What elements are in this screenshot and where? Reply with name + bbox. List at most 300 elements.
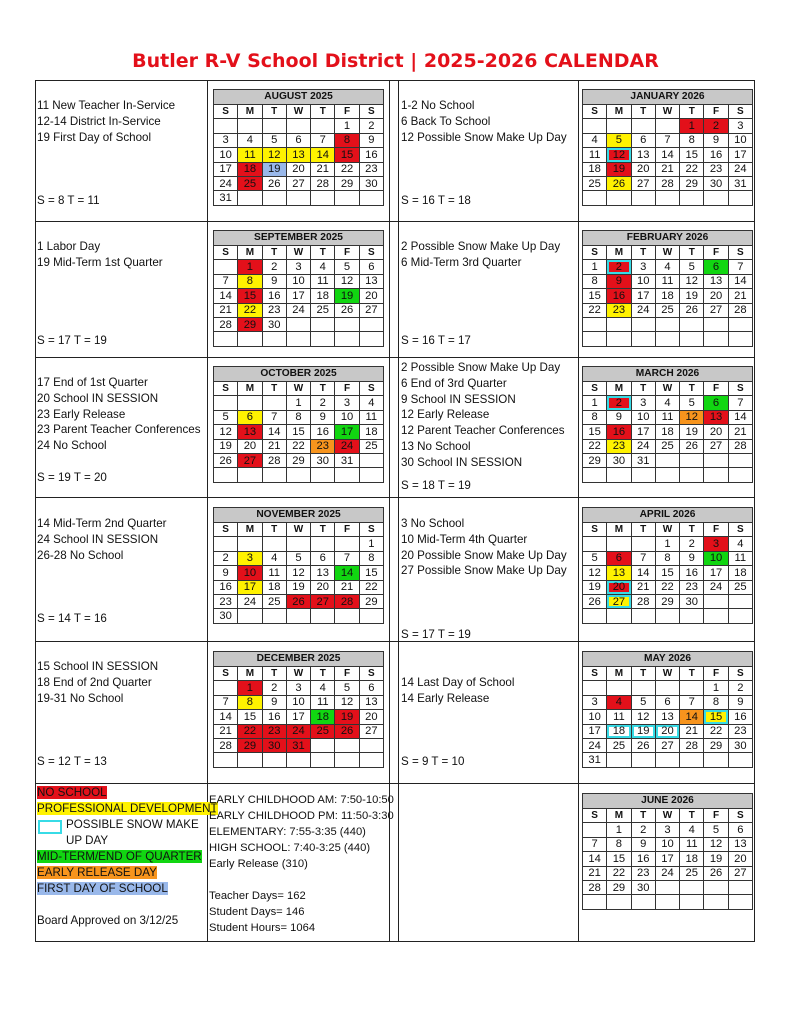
empty-cell bbox=[311, 609, 335, 623]
day-cell: 18 bbox=[655, 289, 679, 303]
day-cell: 23 bbox=[262, 724, 286, 738]
day-cell: 16 bbox=[607, 425, 631, 439]
month-header: JUNE 2026 bbox=[583, 794, 753, 809]
weekday-header: F bbox=[335, 667, 359, 681]
empty-cell bbox=[704, 453, 728, 467]
day-cell: 22 bbox=[704, 724, 728, 738]
day-cell: 14 bbox=[728, 274, 752, 288]
day-cell: 2 bbox=[262, 260, 286, 274]
note-line: 26-28 No School bbox=[37, 548, 124, 562]
day-cell: 25 bbox=[262, 594, 286, 608]
note-line: 19-31 No School bbox=[37, 691, 124, 705]
note-line: 12-14 District In-Service bbox=[37, 114, 161, 128]
day-cell: 7 bbox=[214, 695, 238, 709]
day-cell: 23 bbox=[607, 439, 631, 453]
legend-midterm: MID-TERM/END OF QUARTER bbox=[37, 850, 202, 863]
empty-cell bbox=[680, 895, 704, 909]
empty-cell bbox=[238, 119, 262, 133]
empty-cell bbox=[311, 332, 335, 346]
empty-cell bbox=[583, 609, 607, 623]
weekday-header: F bbox=[704, 667, 728, 681]
day-cell: 24 bbox=[286, 724, 310, 738]
day-cell: 27 bbox=[607, 594, 631, 608]
day-cell: 4 bbox=[728, 537, 752, 551]
day-cell: 28 bbox=[335, 594, 359, 608]
empty-cell bbox=[631, 468, 655, 482]
empty-cell bbox=[728, 317, 752, 331]
day-cell: 6 bbox=[286, 133, 310, 147]
empty-cell bbox=[607, 681, 631, 695]
weekday-header: T bbox=[631, 246, 655, 260]
day-cell: 8 bbox=[583, 410, 607, 424]
weekday-header: T bbox=[631, 667, 655, 681]
teacher-days: Teacher Days= 162 bbox=[209, 890, 306, 902]
empty-cell bbox=[655, 880, 679, 894]
note-line: 19 Mid-Term 1st Quarter bbox=[37, 255, 163, 269]
empty-cell bbox=[631, 332, 655, 346]
day-cell: 3 bbox=[214, 133, 238, 147]
empty-cell bbox=[335, 537, 359, 551]
weekday-header: T bbox=[262, 382, 286, 396]
day-cell: 14 bbox=[728, 410, 752, 424]
note-line: 19 First Day of School bbox=[37, 130, 152, 144]
day-cell: 20 bbox=[311, 580, 335, 594]
day-cell: 28 bbox=[631, 594, 655, 608]
empty-cell bbox=[607, 895, 631, 909]
row-divider bbox=[35, 221, 755, 222]
month-header: MAY 2026 bbox=[583, 652, 753, 667]
day-cell: 21 bbox=[728, 289, 752, 303]
day-cell: 12 bbox=[680, 410, 704, 424]
day-cell: 15 bbox=[704, 710, 728, 724]
day-cell: 3 bbox=[286, 260, 310, 274]
empty-cell bbox=[311, 468, 335, 482]
day-cell: 21 bbox=[262, 439, 286, 453]
day-cell: 21 bbox=[583, 866, 607, 880]
empty-cell bbox=[359, 738, 383, 752]
day-cell: 25 bbox=[311, 303, 335, 317]
day-cell: 27 bbox=[631, 176, 655, 190]
day-cell: 22 bbox=[607, 866, 631, 880]
empty-cell bbox=[214, 119, 238, 133]
day-cell: 6 bbox=[311, 551, 335, 565]
empty-cell bbox=[607, 191, 631, 205]
day-cell: 3 bbox=[583, 695, 607, 709]
day-cell: 9 bbox=[631, 837, 655, 851]
mini-calendar bbox=[213, 366, 384, 483]
weekday-header: T bbox=[262, 105, 286, 119]
day-cell: 19 bbox=[680, 289, 704, 303]
day-cell: 23 bbox=[311, 439, 335, 453]
empty-cell bbox=[704, 880, 728, 894]
day-cell: 16 bbox=[607, 289, 631, 303]
day-cell: 29 bbox=[704, 738, 728, 752]
day-counts: S = 16 T = 17 bbox=[401, 334, 471, 347]
day-cell: 19 bbox=[704, 852, 728, 866]
day-cell: 23 bbox=[607, 303, 631, 317]
legend-snow-makeup: POSSIBLE SNOW MAKE bbox=[66, 818, 199, 831]
empty-cell bbox=[214, 260, 238, 274]
early-childhood-pm: EARLY CHILDHOOD PM: 11:50-3:30 bbox=[209, 810, 394, 822]
day-cell: 31 bbox=[583, 753, 607, 767]
day-cell: 12 bbox=[680, 274, 704, 288]
note-line: 9 School IN SESSION bbox=[401, 392, 516, 406]
col-divider bbox=[398, 80, 399, 942]
empty-cell bbox=[262, 468, 286, 482]
day-cell: 11 bbox=[311, 695, 335, 709]
month-notes bbox=[401, 360, 565, 471]
day-cell: 16 bbox=[359, 148, 383, 162]
day-cell: 13 bbox=[655, 710, 679, 724]
month-notes bbox=[401, 98, 567, 145]
day-cell: 7 bbox=[655, 133, 679, 147]
legend-snow-makeup-cont: UP DAY bbox=[66, 834, 109, 847]
day-cell: 7 bbox=[728, 396, 752, 410]
day-cell: 18 bbox=[655, 425, 679, 439]
empty-cell bbox=[214, 681, 238, 695]
empty-cell bbox=[262, 191, 286, 205]
empty-cell bbox=[680, 609, 704, 623]
empty-cell bbox=[583, 681, 607, 695]
day-cell: 17 bbox=[704, 566, 728, 580]
day-cell: 7 bbox=[631, 551, 655, 565]
day-cell: 13 bbox=[238, 425, 262, 439]
day-cell: 29 bbox=[238, 738, 262, 752]
day-cell: 28 bbox=[680, 738, 704, 752]
month-header: JANUARY 2026 bbox=[583, 90, 753, 105]
day-cell: 10 bbox=[286, 274, 310, 288]
weekday-header: S bbox=[359, 667, 383, 681]
weekday-header: M bbox=[607, 667, 631, 681]
day-cell: 29 bbox=[238, 317, 262, 331]
weekday-header: F bbox=[704, 809, 728, 823]
day-cell: 29 bbox=[359, 594, 383, 608]
weekday-header: T bbox=[262, 667, 286, 681]
day-cell: 27 bbox=[286, 176, 310, 190]
row-divider bbox=[35, 357, 755, 358]
empty-cell bbox=[607, 468, 631, 482]
day-cell: 14 bbox=[680, 710, 704, 724]
day-cell: 1 bbox=[583, 396, 607, 410]
day-cell: 21 bbox=[214, 724, 238, 738]
legend-professional-development: PROFESSIONAL DEVELOPMENT bbox=[37, 802, 218, 815]
day-cell: 8 bbox=[286, 410, 310, 424]
empty-cell bbox=[214, 332, 238, 346]
day-cell: 20 bbox=[704, 425, 728, 439]
empty-cell bbox=[680, 753, 704, 767]
note-line: 24 No School bbox=[37, 439, 107, 453]
empty-cell bbox=[704, 895, 728, 909]
day-cell: 4 bbox=[262, 551, 286, 565]
weekday-header: W bbox=[286, 382, 310, 396]
day-cell: 17 bbox=[631, 425, 655, 439]
note-line: 2 Possible Snow Make Up Day bbox=[401, 240, 561, 253]
empty-cell bbox=[311, 537, 335, 551]
day-cell: 28 bbox=[214, 738, 238, 752]
day-cell: 10 bbox=[214, 148, 238, 162]
day-cell: 1 bbox=[655, 537, 679, 551]
day-cell: 26 bbox=[214, 453, 238, 467]
day-cell: 1 bbox=[286, 396, 310, 410]
weekday-header: M bbox=[607, 809, 631, 823]
day-cell: 8 bbox=[655, 551, 679, 565]
day-cell: 18 bbox=[680, 852, 704, 866]
empty-cell bbox=[335, 609, 359, 623]
day-cell: 13 bbox=[704, 274, 728, 288]
day-cell: 22 bbox=[583, 439, 607, 453]
day-cell: 7 bbox=[680, 695, 704, 709]
day-cell: 9 bbox=[728, 695, 752, 709]
day-cell: 24 bbox=[214, 176, 238, 190]
day-cell: 4 bbox=[607, 695, 631, 709]
empty-cell bbox=[238, 332, 262, 346]
day-cell: 12 bbox=[631, 710, 655, 724]
month-header: MARCH 2026 bbox=[583, 367, 753, 382]
empty-cell bbox=[704, 191, 728, 205]
day-cell: 9 bbox=[214, 566, 238, 580]
month-header: FEBRUARY 2026 bbox=[583, 231, 753, 246]
note-line: 17 End of 1st Quarter bbox=[37, 376, 148, 389]
day-cell: 6 bbox=[607, 551, 631, 565]
day-counts: S = 17 T = 19 bbox=[37, 334, 107, 347]
day-cell: 11 bbox=[680, 837, 704, 851]
day-cell: 9 bbox=[311, 410, 335, 424]
day-cell: 26 bbox=[680, 303, 704, 317]
day-cell: 10 bbox=[238, 566, 262, 580]
empty-cell bbox=[262, 537, 286, 551]
empty-cell bbox=[311, 191, 335, 205]
day-cell: 20 bbox=[728, 852, 752, 866]
day-cell: 1 bbox=[238, 260, 262, 274]
day-cell: 9 bbox=[262, 695, 286, 709]
empty-cell bbox=[631, 317, 655, 331]
empty-cell bbox=[214, 537, 238, 551]
month-notes bbox=[37, 98, 175, 145]
day-cell: 21 bbox=[728, 425, 752, 439]
day-cell: 18 bbox=[311, 710, 335, 724]
day-cell: 24 bbox=[238, 594, 262, 608]
empty-cell bbox=[286, 317, 310, 331]
empty-cell bbox=[655, 191, 679, 205]
day-cell: 22 bbox=[359, 580, 383, 594]
empty-cell bbox=[631, 895, 655, 909]
day-cell: 18 bbox=[583, 162, 607, 176]
day-cell: 8 bbox=[335, 133, 359, 147]
day-cell: 17 bbox=[286, 289, 310, 303]
elementary-hours: ELEMENTARY: 7:55-3:35 (440) bbox=[209, 826, 366, 838]
note-line: 1-2 No School bbox=[401, 99, 475, 112]
day-counts: S = 19 T = 20 bbox=[37, 471, 107, 484]
empty-cell bbox=[607, 332, 631, 346]
day-cell: 2 bbox=[680, 537, 704, 551]
day-cell: 22 bbox=[286, 439, 310, 453]
month-notes bbox=[37, 239, 163, 271]
empty-cell bbox=[311, 119, 335, 133]
day-cell: 26 bbox=[286, 594, 310, 608]
day-cell: 13 bbox=[311, 566, 335, 580]
day-cell: 29 bbox=[607, 880, 631, 894]
day-cell: 16 bbox=[704, 148, 728, 162]
day-cell: 20 bbox=[359, 289, 383, 303]
weekday-header: M bbox=[238, 105, 262, 119]
note-line: 20 School IN SESSION bbox=[37, 391, 159, 405]
day-cell: 23 bbox=[631, 866, 655, 880]
high-school-hours: HIGH SCHOOL: 7:40-3:25 (440) bbox=[209, 842, 371, 854]
note-line: 13 No School bbox=[401, 439, 471, 453]
weekday-header: T bbox=[311, 667, 335, 681]
weekday-header: T bbox=[631, 809, 655, 823]
day-cell: 24 bbox=[704, 580, 728, 594]
weekday-header: S bbox=[728, 523, 752, 537]
day-cell: 2 bbox=[607, 260, 631, 274]
day-cell: 22 bbox=[238, 724, 262, 738]
empty-cell bbox=[728, 880, 752, 894]
empty-cell bbox=[262, 332, 286, 346]
day-cell: 5 bbox=[214, 410, 238, 424]
day-cell: 21 bbox=[631, 580, 655, 594]
empty-cell bbox=[607, 753, 631, 767]
empty-cell bbox=[583, 823, 607, 837]
weekday-header: F bbox=[335, 105, 359, 119]
day-cell: 25 bbox=[359, 439, 383, 453]
weekday-header: F bbox=[704, 523, 728, 537]
day-cell: 6 bbox=[631, 133, 655, 147]
note-line: 6 Mid-Term 3rd Quarter bbox=[401, 255, 522, 269]
day-cell: 20 bbox=[359, 710, 383, 724]
day-cell: 9 bbox=[704, 133, 728, 147]
weekday-header: F bbox=[335, 523, 359, 537]
weekday-header: T bbox=[631, 105, 655, 119]
day-cell: 10 bbox=[704, 551, 728, 565]
month-notes bbox=[37, 375, 201, 454]
day-cell: 15 bbox=[286, 425, 310, 439]
weekday-header: T bbox=[680, 523, 704, 537]
day-cell: 5 bbox=[286, 551, 310, 565]
month-header: APRIL 2026 bbox=[583, 508, 753, 523]
empty-cell bbox=[704, 753, 728, 767]
day-cell: 25 bbox=[655, 439, 679, 453]
day-cell: 16 bbox=[728, 710, 752, 724]
day-cell: 18 bbox=[238, 162, 262, 176]
weekday-header: S bbox=[583, 523, 607, 537]
day-cell: 7 bbox=[583, 837, 607, 851]
empty-cell bbox=[704, 332, 728, 346]
weekday-header: S bbox=[583, 667, 607, 681]
day-cell: 15 bbox=[583, 425, 607, 439]
day-cell: 30 bbox=[262, 738, 286, 752]
day-cell: 25 bbox=[583, 176, 607, 190]
day-cell: 5 bbox=[680, 260, 704, 274]
day-cell: 19 bbox=[583, 580, 607, 594]
weekday-header: S bbox=[359, 523, 383, 537]
day-cell: 30 bbox=[607, 453, 631, 467]
day-cell: 27 bbox=[311, 594, 335, 608]
month-header: SEPTEMBER 2025 bbox=[214, 231, 384, 246]
empty-cell bbox=[631, 681, 655, 695]
day-cell: 27 bbox=[238, 453, 262, 467]
weekday-header: S bbox=[583, 809, 607, 823]
day-cell: 6 bbox=[704, 396, 728, 410]
day-cell: 4 bbox=[655, 260, 679, 274]
mini-calendar bbox=[213, 651, 384, 768]
day-cell: 22 bbox=[335, 162, 359, 176]
empty-cell bbox=[704, 609, 728, 623]
day-cell: 27 bbox=[655, 738, 679, 752]
day-cell: 15 bbox=[607, 852, 631, 866]
empty-cell bbox=[680, 453, 704, 467]
day-cell: 2 bbox=[311, 396, 335, 410]
day-cell: 21 bbox=[680, 724, 704, 738]
day-cell: 11 bbox=[728, 551, 752, 565]
day-cell: 25 bbox=[607, 738, 631, 752]
empty-cell bbox=[680, 332, 704, 346]
day-cell: 14 bbox=[214, 289, 238, 303]
empty-cell bbox=[286, 609, 310, 623]
day-cell: 15 bbox=[680, 148, 704, 162]
day-cell: 6 bbox=[359, 260, 383, 274]
day-cell: 9 bbox=[262, 274, 286, 288]
empty-cell bbox=[728, 594, 752, 608]
col-divider bbox=[578, 80, 579, 942]
day-cell: 13 bbox=[286, 148, 310, 162]
note-line: 10 Mid-Term 4th Quarter bbox=[401, 532, 528, 546]
day-cell: 21 bbox=[311, 162, 335, 176]
empty-cell bbox=[607, 537, 631, 551]
day-cell: 6 bbox=[704, 260, 728, 274]
weekday-header: T bbox=[262, 246, 286, 260]
day-cell: 29 bbox=[286, 453, 310, 467]
day-cell: 20 bbox=[631, 162, 655, 176]
day-cell: 29 bbox=[335, 176, 359, 190]
weekday-header: T bbox=[311, 382, 335, 396]
weekday-header: F bbox=[704, 246, 728, 260]
weekday-header: T bbox=[631, 382, 655, 396]
empty-cell bbox=[728, 895, 752, 909]
mini-calendar bbox=[582, 230, 753, 347]
note-line: 12 Parent Teacher Conferences bbox=[401, 424, 565, 438]
day-cell: 24 bbox=[655, 866, 679, 880]
weekday-header: T bbox=[680, 809, 704, 823]
empty-cell bbox=[359, 317, 383, 331]
day-cell: 12 bbox=[704, 837, 728, 851]
day-cell: 12 bbox=[214, 425, 238, 439]
weekday-header: W bbox=[655, 382, 679, 396]
empty-cell bbox=[311, 317, 335, 331]
empty-cell bbox=[655, 681, 679, 695]
day-cell: 20 bbox=[607, 580, 631, 594]
weekday-header: W bbox=[286, 105, 310, 119]
empty-cell bbox=[583, 191, 607, 205]
day-cell: 23 bbox=[728, 724, 752, 738]
day-cell: 10 bbox=[335, 410, 359, 424]
day-cell: 10 bbox=[583, 710, 607, 724]
day-cell: 29 bbox=[583, 453, 607, 467]
day-cell: 9 bbox=[680, 551, 704, 565]
empty-cell bbox=[286, 191, 310, 205]
day-cell: 10 bbox=[655, 837, 679, 851]
empty-cell bbox=[335, 191, 359, 205]
empty-cell bbox=[335, 738, 359, 752]
weekday-header: M bbox=[238, 246, 262, 260]
empty-cell bbox=[728, 468, 752, 482]
day-cell: 9 bbox=[607, 410, 631, 424]
month-notes bbox=[401, 675, 514, 707]
empty-cell bbox=[238, 537, 262, 551]
day-cell: 2 bbox=[214, 551, 238, 565]
day-cell: 6 bbox=[238, 410, 262, 424]
day-cell: 27 bbox=[728, 866, 752, 880]
day-cell: 3 bbox=[704, 537, 728, 551]
